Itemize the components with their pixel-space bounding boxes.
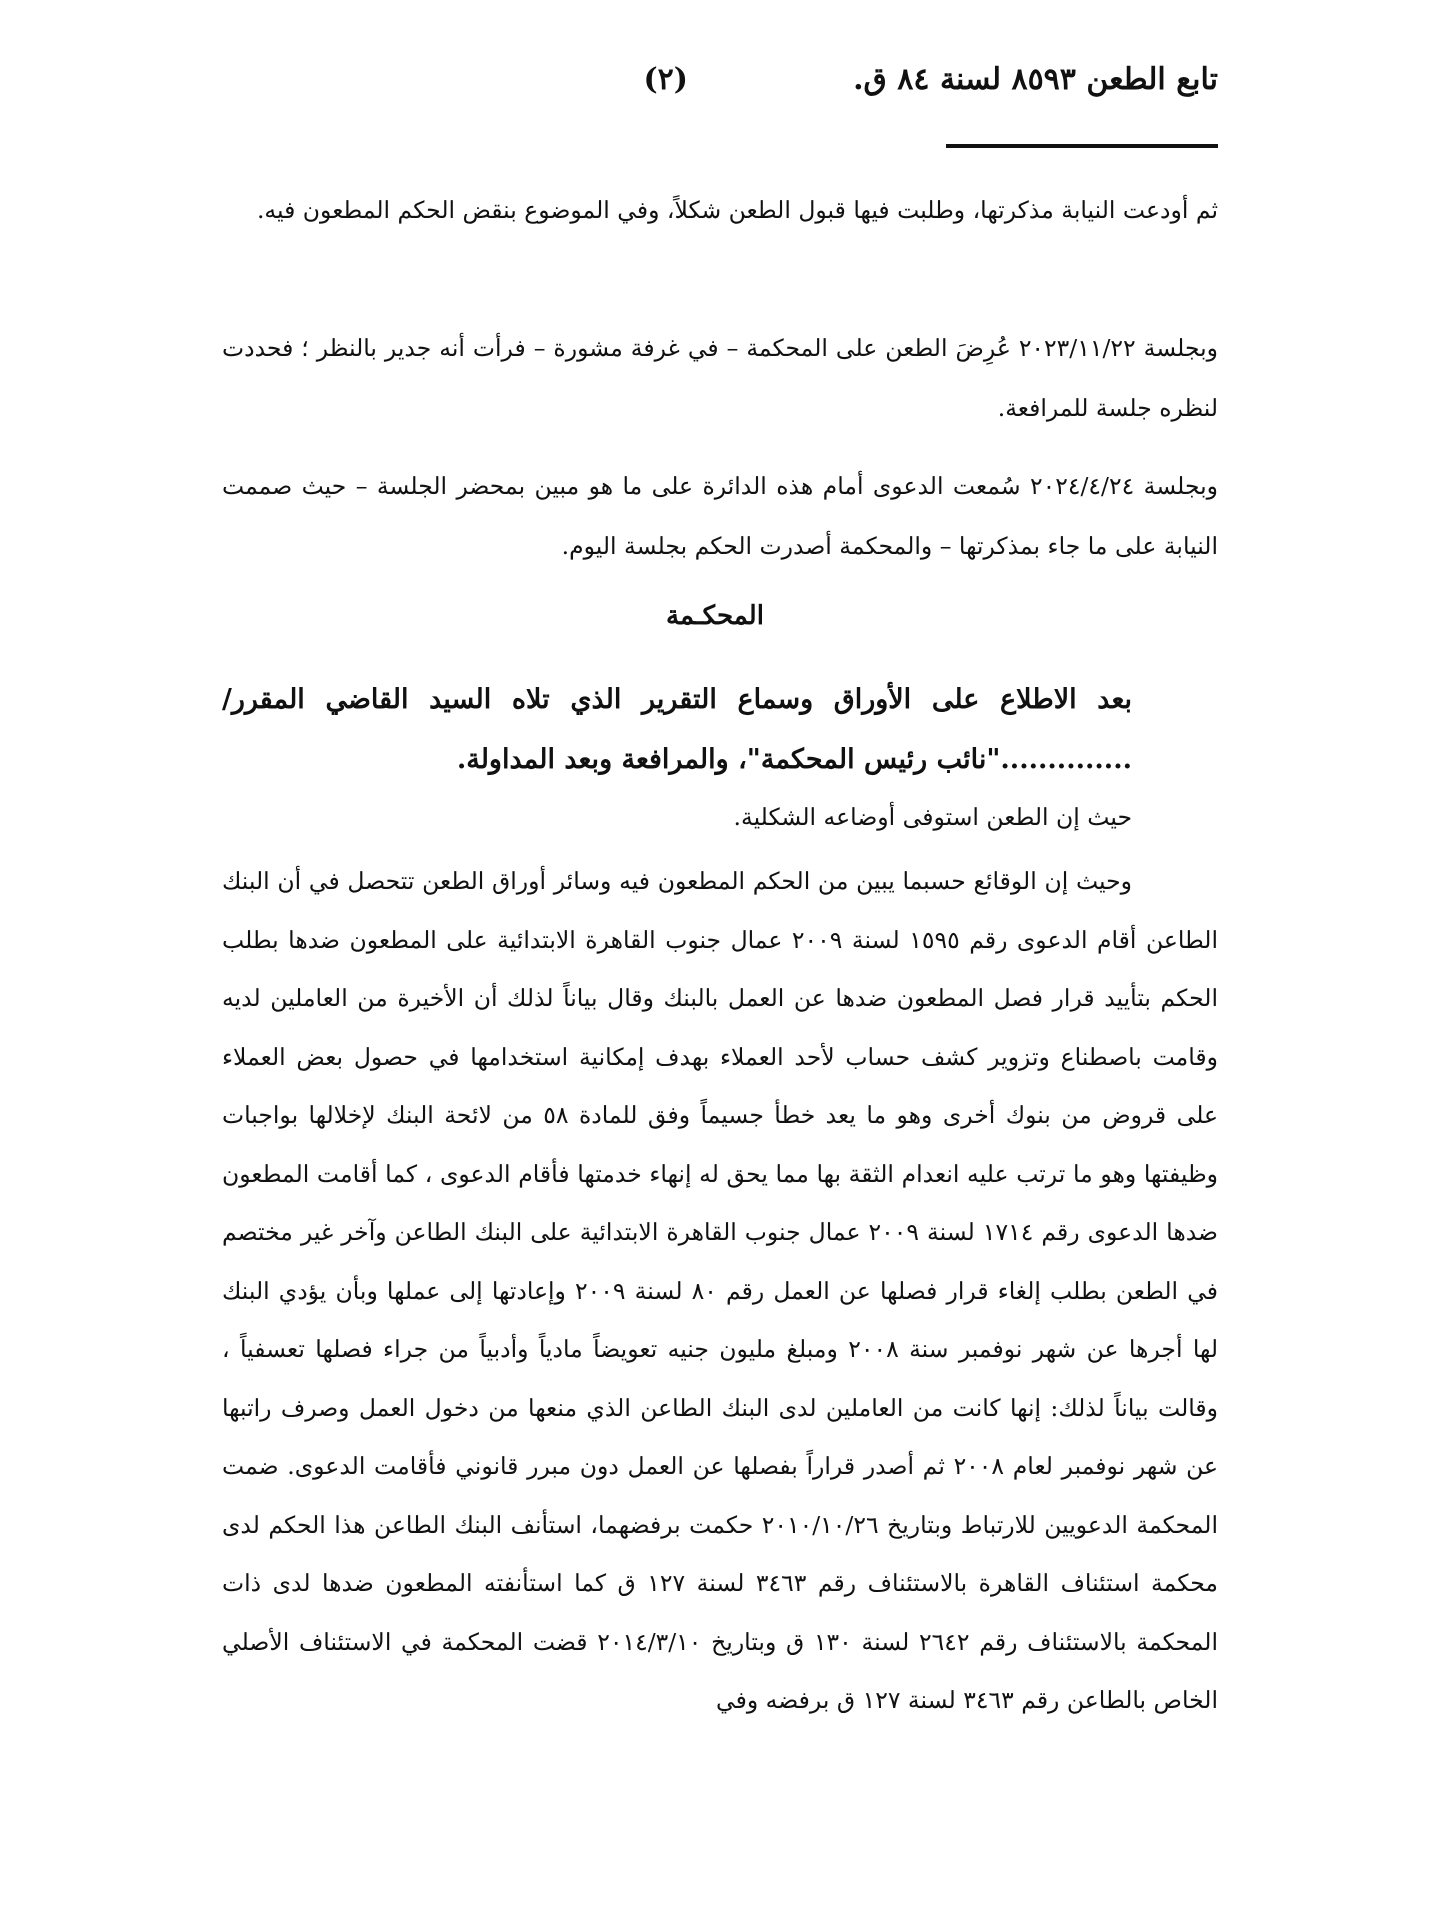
court-heading-text: المحكـمة: [666, 601, 764, 631]
paragraph-hearing-session: [222, 456, 1218, 576]
opening-statement-text: بعد الاطلاع على الأوراق وسماع التقرير الذي تلاه السيد القاضي المقرر/ .............."نائب رئيس المحكمة"، والمرافعة وبعد المداولة.: [222, 684, 1132, 775]
formal-acceptance-text: حيث إن الطعن استوفى أوضاعه الشكلية.: [733, 803, 1132, 831]
paragraph-prosecution-memo: [222, 180, 1218, 240]
facts-paragraph-text: وحيث إن الوقائع حسبما يبين من الحكم المطعون فيه وسائر أوراق الطعن تتحصل في أن البنك الطاعن أقام الدعوى رقم ١٥٩٥ لسنة ٢٠٠٩ عمال جنوب القاهرة الابتدائية على المطعون ضدها بطلب الحكم بتأييد قرار فصل المطعون ضدها عن العمل بالبنك وقال بياناً لذلك أن الأخيرة من العاملين لديه وقامت باصطناع وتزوير كشف حساب لأحد العملاء بهدف إمكانية استخدامها في حصول بعض العملاء على قروض من بنوك أخرى وهو ما يعد خطأ جسيماً وفق للمادة ٥٨ من لائحة البنك لإخلالها بواجبات وظيفتها وهو ما ترتب عليه انعدام الثقة بها مما يحق له إنهاء خدمتها فأقام الدعوى ، كما أقامت المطعون ضدها الدعوى رقم ١٧١٤ لسنة ٢٠٠٩ عمال جنوب القاهرة الابتدائية على البنك الطاعن وآخر غير مختصم في الطعن بطلب إلغاء قرار فصلها عن العمل رقم ٨٠ لسنة ٢٠٠٩ وإعادتها إلى عملها وبأن يؤدي البنك لها أجرها عن شهر نوفمبر سنة ٢٠٠٨ ومبلغ مليون جنيه تعويضاً مادياً وأدبياً من جراء فصلها تعسفياً ، وقالت بياناً لذلك: إنها كانت من العاملين لدى البنك الطاعن الذي منعها من دخول العمل وصرف راتبها عن شهر نوفمبر لعام ٢٠٠٨ ثم أصدر قراراً بفصلها عن العمل دون مبرر قانوني فأقامت الدعوى. ضمت المحكمة الدعويين للارتباط وبتاريخ ٢٠١٠/١٠/٢٦ حكمت برفضهما، استأنف البنك الطاعن هذا الحكم لدى محكمة استئناف القاهرة بالاستئناف رقم ٣٤٦٣ لسنة ١٢٧ ق كما استأنفته المطعون ضدها لدى ذات المحكمة بالاستئناف رقم ٢٦٤٢ لسنة ١٣٠ ق وبتاريخ ٢٠١٤/٣/١٠ قضت المحكمة في الاستئناف الأصلي الخاص بالطاعن رقم ٣٤٦٣ لسنة ١٢٧ ق برفضه وفي: [222, 867, 1219, 1714]
paragraph-text: وبجلسة ٢٠٢٤/٤/٢٤ سُمعت الدعوى أمام هذه الدائرة على ما هو مبين بمحضر الجلسة – حيث صممت النيابة على ما جاء بمذكرتها – والمحكمة أصدرت الحكم بجلسة اليوم.: [222, 472, 1219, 560]
page-header: [222, 62, 1218, 112]
page-number: (٢): [643, 62, 688, 97]
formal-acceptance-statement: [222, 792, 1132, 842]
court-section-heading: [0, 594, 1440, 638]
case-reference-title: تابع الطعن ٨٥٩٣ لسنة ٨٤ ق.: [853, 62, 1218, 97]
opening-statement: [222, 670, 1132, 790]
facts-paragraph: [222, 852, 1218, 1730]
header-underline-rule: [946, 144, 1218, 148]
paragraph-text: وبجلسة ٢٠٢٣/١١/٢٢ عُرِضَ الطعن على المحكمة – في غرفة مشورة – فرأت أنه جدير بالنظر ؛ فحددت لنظره جلسة للمرافعة.: [222, 334, 1218, 422]
paragraph-text: ثم أودعت النيابة مذكرتها، وطلبت فيها قبول الطعن شكلاً، وفي الموضوع بنقض الحكم المطعون فيه.: [256, 196, 1218, 224]
paragraph-council-session: [222, 318, 1218, 438]
